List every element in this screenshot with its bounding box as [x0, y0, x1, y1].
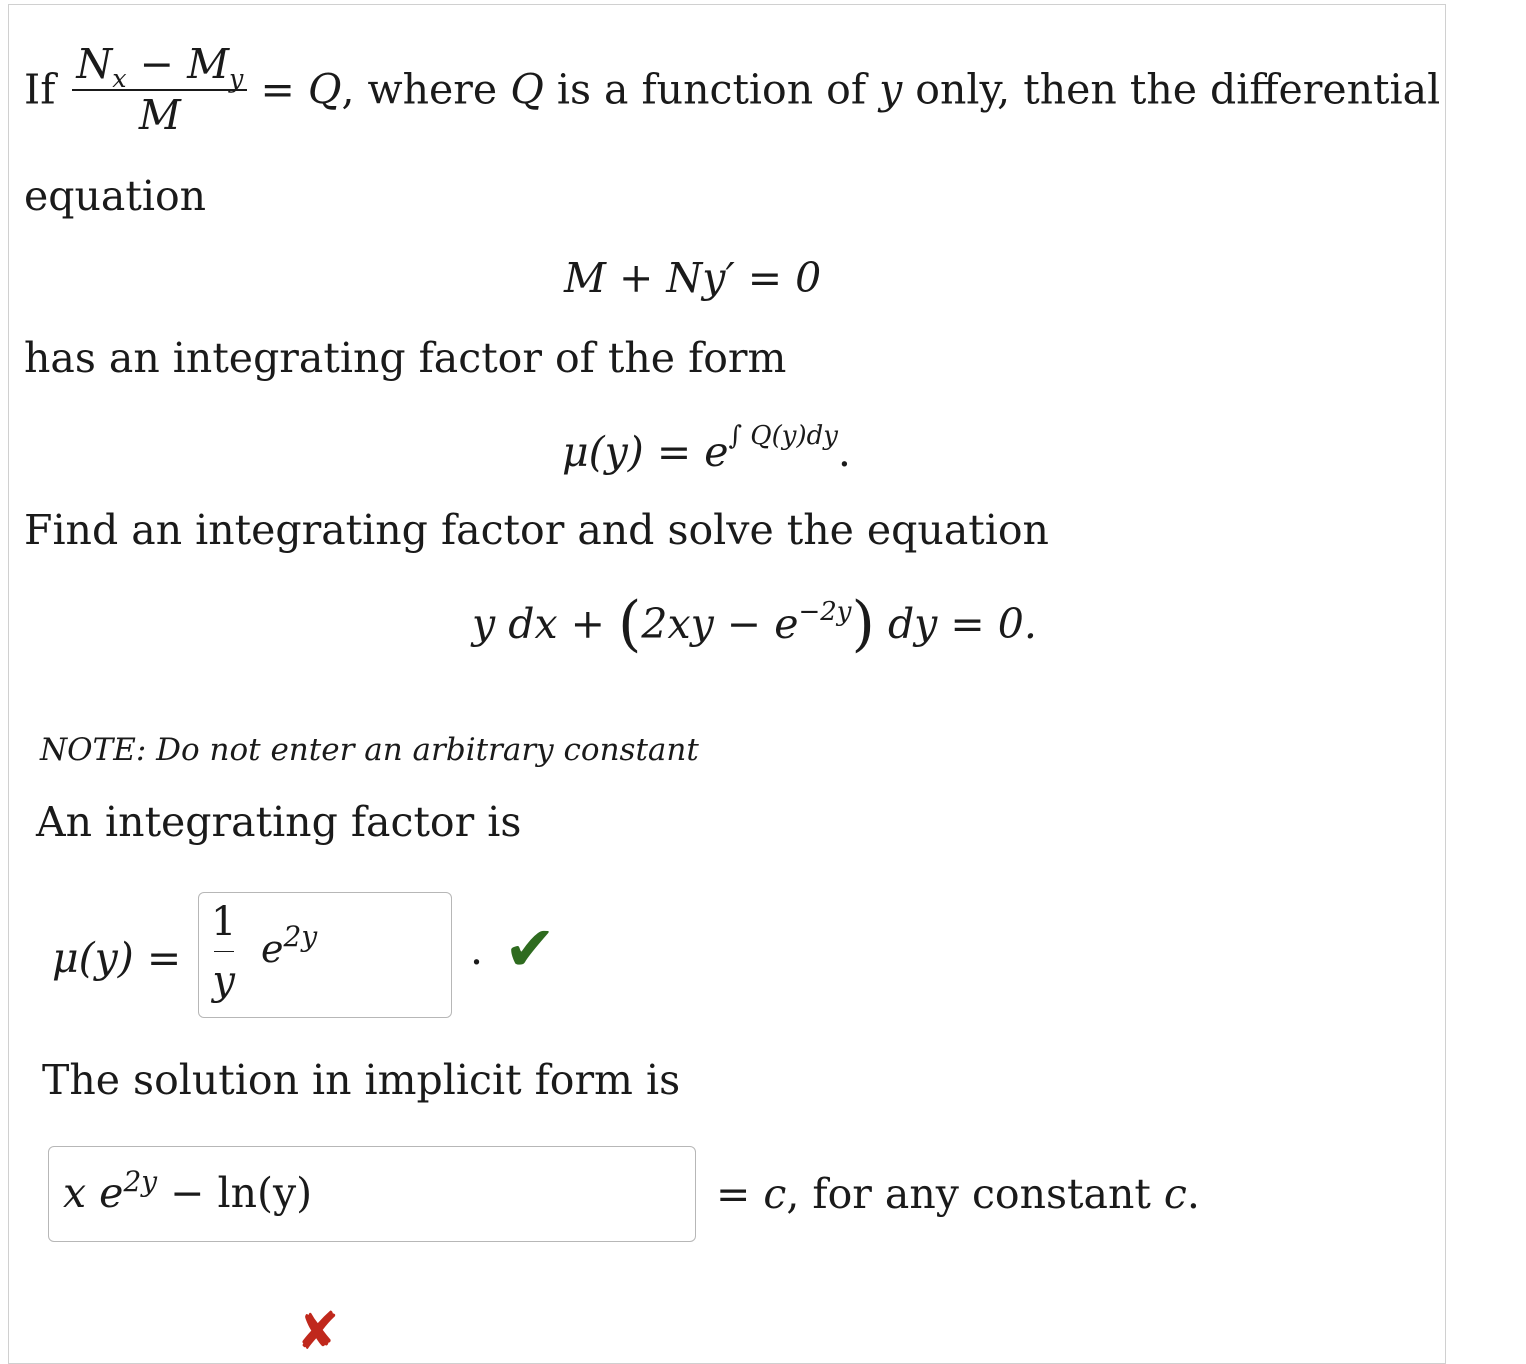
integrating-factor-label: An integrating factor is: [36, 798, 522, 846]
equation-mu-form: $\mu(y) = e^{\int Q(y)dy}$.: [562, 421, 851, 476]
note-text: NOTE: Do not enter an arbitrary constant: [40, 732, 699, 768]
equation-target: y dx + $(2xy - e^{-2y})$ dy = 0.: [472, 589, 1037, 659]
correct-check-icon: ✔: [504, 912, 556, 985]
solution-suffix: = c, for any constant c.: [716, 1170, 1200, 1218]
fraction-numerator: $N_x - M_y$: [76, 40, 244, 94]
solution-input[interactable]: [48, 1146, 696, 1242]
incorrect-cross-icon: ✘: [296, 1302, 340, 1362]
word-equation: equation: [24, 172, 207, 220]
intro-if: If: [24, 65, 56, 114]
answer-exponential: $e^{2y}$: [261, 920, 318, 971]
line-integrating-form: has an integrating factor of the form: [24, 334, 787, 382]
intro-text: = Q, where Q is a function of y only, then the differential: [260, 65, 1441, 114]
solution-label: The solution in implicit form is: [42, 1056, 681, 1104]
answer-fraction: 1 y: [211, 899, 237, 1004]
line-find: Find an integrating factor and solve the equation: [24, 506, 1049, 554]
mu-lhs: μ(y) =: [52, 934, 182, 982]
fraction-denominator: M: [138, 91, 181, 139]
solution-answer-text: x $e^{2y} - \ln(y)$: [63, 1165, 313, 1217]
intro-line: [24, 40, 1441, 154]
condition-fraction: [72, 40, 247, 139]
equation-m-ny: M + Ny′ = 0: [564, 254, 822, 302]
mu-period: .: [470, 926, 484, 974]
integrating-factor-input[interactable]: [198, 892, 452, 1018]
